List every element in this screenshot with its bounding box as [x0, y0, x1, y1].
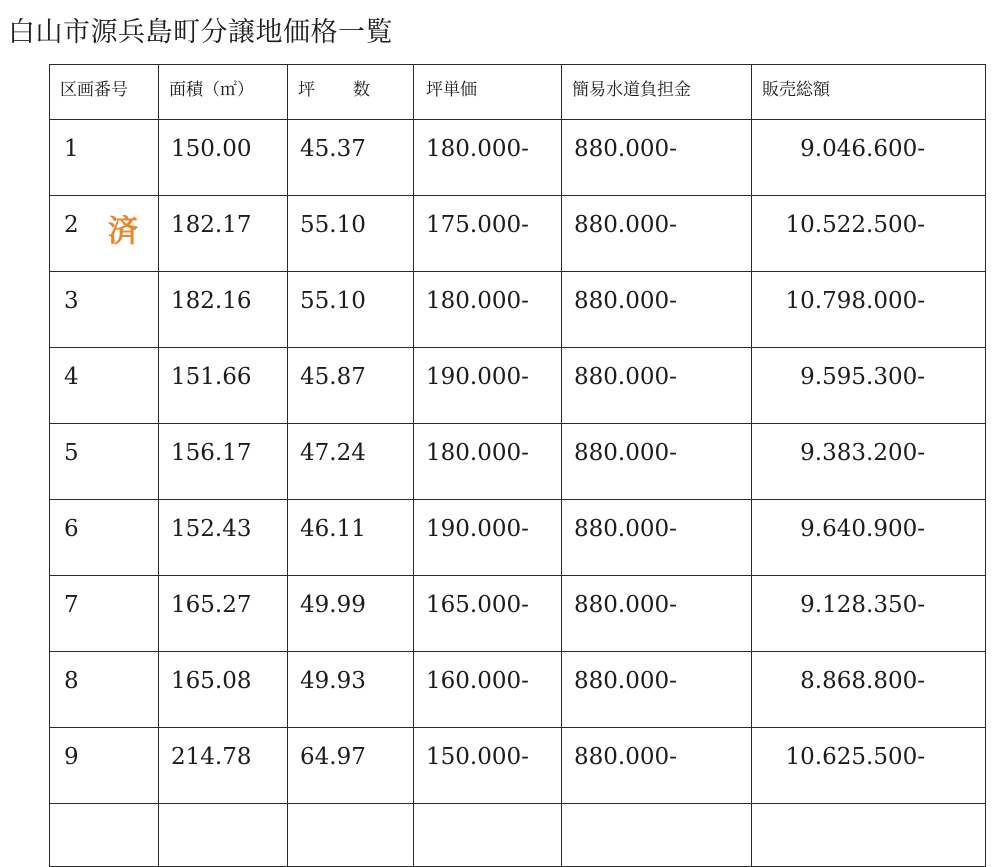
water-cell-text: 880.000- — [574, 592, 677, 618]
lot-cell — [50, 728, 159, 804]
water-cell-text: 880.000- — [574, 288, 677, 314]
unit-price-cell — [414, 500, 562, 576]
area-cell-text: 182.17 — [171, 212, 252, 238]
area-cell — [159, 500, 288, 576]
unit-price-cell — [414, 196, 562, 272]
area-cell-text: 151.66 — [171, 364, 252, 390]
area-cell-text: 165.08 — [171, 668, 252, 694]
price-table — [49, 64, 986, 867]
water-cell — [562, 424, 752, 500]
water-cell — [562, 120, 752, 196]
lot-cell — [50, 120, 159, 196]
water-cell — [562, 728, 752, 804]
lot-cell — [50, 576, 159, 652]
table-row — [50, 196, 986, 272]
unit-price-cell — [414, 348, 562, 424]
lot-cell — [50, 652, 159, 728]
tsubo-cell — [288, 272, 414, 348]
total-cell-text: 10.625.500- — [785, 744, 925, 770]
water-cell-text: 880.000- — [574, 440, 677, 466]
water-cell-text: 880.000- — [574, 212, 677, 238]
lot-cell-text: 2 — [64, 212, 79, 238]
tsubo-cell-text: 49.93 — [300, 668, 366, 694]
unit-price-cell-text: 180.000- — [426, 288, 529, 314]
unit-price-cell-text: 180.000- — [426, 136, 529, 162]
total-cell-text: 9.383.200- — [800, 440, 925, 466]
total-cell — [752, 576, 986, 652]
unit-price-cell-text: 190.000- — [426, 516, 529, 542]
header-tsubo-b: 数 — [353, 80, 370, 100]
area-cell-text: 156.17 — [171, 440, 252, 466]
area-cell — [159, 348, 288, 424]
tsubo-cell — [288, 348, 414, 424]
total-cell-text: 10.522.500- — [785, 212, 925, 238]
area-cell — [159, 424, 288, 500]
lot-cell-text: 9 — [64, 744, 79, 770]
water-cell — [562, 652, 752, 728]
table-row — [50, 424, 986, 500]
total-cell-text: 9.640.900- — [800, 516, 925, 542]
lot-cell-text: 3 — [64, 288, 79, 314]
tsubo-cell — [288, 120, 414, 196]
table-row — [50, 652, 986, 728]
page-title: 白山市源兵島町分譲地価格一覧 — [8, 17, 393, 48]
total-cell — [752, 424, 986, 500]
area-cell-text: 150.00 — [171, 136, 252, 162]
total-cell — [752, 348, 986, 424]
area-cell — [159, 272, 288, 348]
tsubo-cell-text: 64.97 — [300, 744, 366, 770]
unit-price-cell-text: 175.000- — [426, 212, 529, 238]
lot-cell — [50, 348, 159, 424]
tsubo-cell-text: 55.10 — [300, 212, 366, 238]
water-cell-text: 880.000- — [574, 668, 677, 694]
unit-price-cell — [414, 120, 562, 196]
lot-cell — [50, 500, 159, 576]
table-row — [50, 120, 986, 196]
lot-cell-text: 5 — [64, 440, 79, 466]
tsubo-cell-text: 45.87 — [300, 364, 366, 390]
total-cell — [752, 728, 986, 804]
lot-cell — [50, 424, 159, 500]
table-row-empty — [50, 804, 986, 867]
empty-cell — [752, 804, 986, 867]
table-row — [50, 500, 986, 576]
unit-price-cell-text: 190.000- — [426, 364, 529, 390]
water-cell — [562, 196, 752, 272]
header-tsubo — [288, 65, 414, 120]
header-total: 販売総額 — [752, 65, 986, 120]
lot-cell-text: 7 — [64, 592, 79, 618]
water-cell-text: 880.000- — [574, 364, 677, 390]
tsubo-cell-text: 45.37 — [300, 136, 366, 162]
tsubo-cell-text: 47.24 — [300, 440, 366, 466]
total-cell-text: 10.798.000- — [785, 288, 925, 314]
header-unit-price: 坪単価 — [414, 65, 562, 120]
tsubo-cell — [288, 424, 414, 500]
lot-cell-text: 8 — [64, 668, 79, 694]
unit-price-cell-text: 160.000- — [426, 668, 529, 694]
total-cell-text: 8.868.800- — [800, 668, 925, 694]
water-cell — [562, 576, 752, 652]
area-cell-text: 152.43 — [171, 516, 252, 542]
tsubo-cell-text: 49.99 — [300, 592, 366, 618]
table-row — [50, 348, 986, 424]
water-cell — [562, 272, 752, 348]
table-row — [50, 728, 986, 804]
unit-price-cell-text: 180.000- — [426, 440, 529, 466]
water-cell — [562, 348, 752, 424]
empty-cell — [288, 804, 414, 867]
table-row — [50, 272, 986, 348]
unit-price-cell — [414, 652, 562, 728]
unit-price-cell — [414, 728, 562, 804]
lot-cell-text: 6 — [64, 516, 79, 542]
area-cell — [159, 652, 288, 728]
area-cell-text: 182.16 — [171, 288, 252, 314]
total-cell — [752, 120, 986, 196]
area-cell-text: 165.27 — [171, 592, 252, 618]
water-cell-text: 880.000- — [574, 136, 677, 162]
lot-cell — [50, 272, 159, 348]
empty-cell — [562, 804, 752, 867]
water-cell-text: 880.000- — [574, 744, 677, 770]
unit-price-cell — [414, 424, 562, 500]
empty-cell — [50, 804, 159, 867]
unit-price-cell-text: 165.000- — [426, 592, 529, 618]
header-area: 面積（㎡） — [159, 65, 288, 120]
header-lot: 区画番号 — [50, 65, 159, 120]
total-cell-text: 9.595.300- — [800, 364, 925, 390]
area-cell — [159, 196, 288, 272]
lot-cell-text: 4 — [64, 364, 79, 390]
tsubo-cell — [288, 196, 414, 272]
table-body — [50, 120, 986, 804]
total-cell — [752, 652, 986, 728]
total-cell — [752, 272, 986, 348]
table-row — [50, 576, 986, 652]
tsubo-cell — [288, 652, 414, 728]
unit-price-cell — [414, 576, 562, 652]
area-cell — [159, 120, 288, 196]
total-cell-text: 9.046.600- — [800, 136, 925, 162]
area-cell — [159, 728, 288, 804]
header-tsubo-a: 坪 — [298, 80, 315, 100]
lot-cell-text: 1 — [64, 136, 79, 162]
tsubo-cell — [288, 728, 414, 804]
tsubo-cell-text: 55.10 — [300, 288, 366, 314]
tsubo-cell-text: 46.11 — [300, 516, 366, 542]
total-cell — [752, 196, 986, 272]
table-header-row — [50, 65, 986, 120]
empty-cell — [159, 804, 288, 867]
tsubo-cell — [288, 576, 414, 652]
unit-price-cell — [414, 272, 562, 348]
lot-cell — [50, 196, 159, 272]
tsubo-cell — [288, 500, 414, 576]
area-cell-text: 214.78 — [171, 744, 252, 770]
header-water: 簡易水道負担金 — [562, 65, 752, 120]
total-cell — [752, 500, 986, 576]
sold-mark: 済 — [108, 214, 138, 249]
empty-cell — [414, 804, 562, 867]
area-cell — [159, 576, 288, 652]
water-cell-text: 880.000- — [574, 516, 677, 542]
water-cell — [562, 500, 752, 576]
total-cell-text: 9.128.350- — [800, 592, 925, 618]
unit-price-cell-text: 150.000- — [426, 744, 529, 770]
